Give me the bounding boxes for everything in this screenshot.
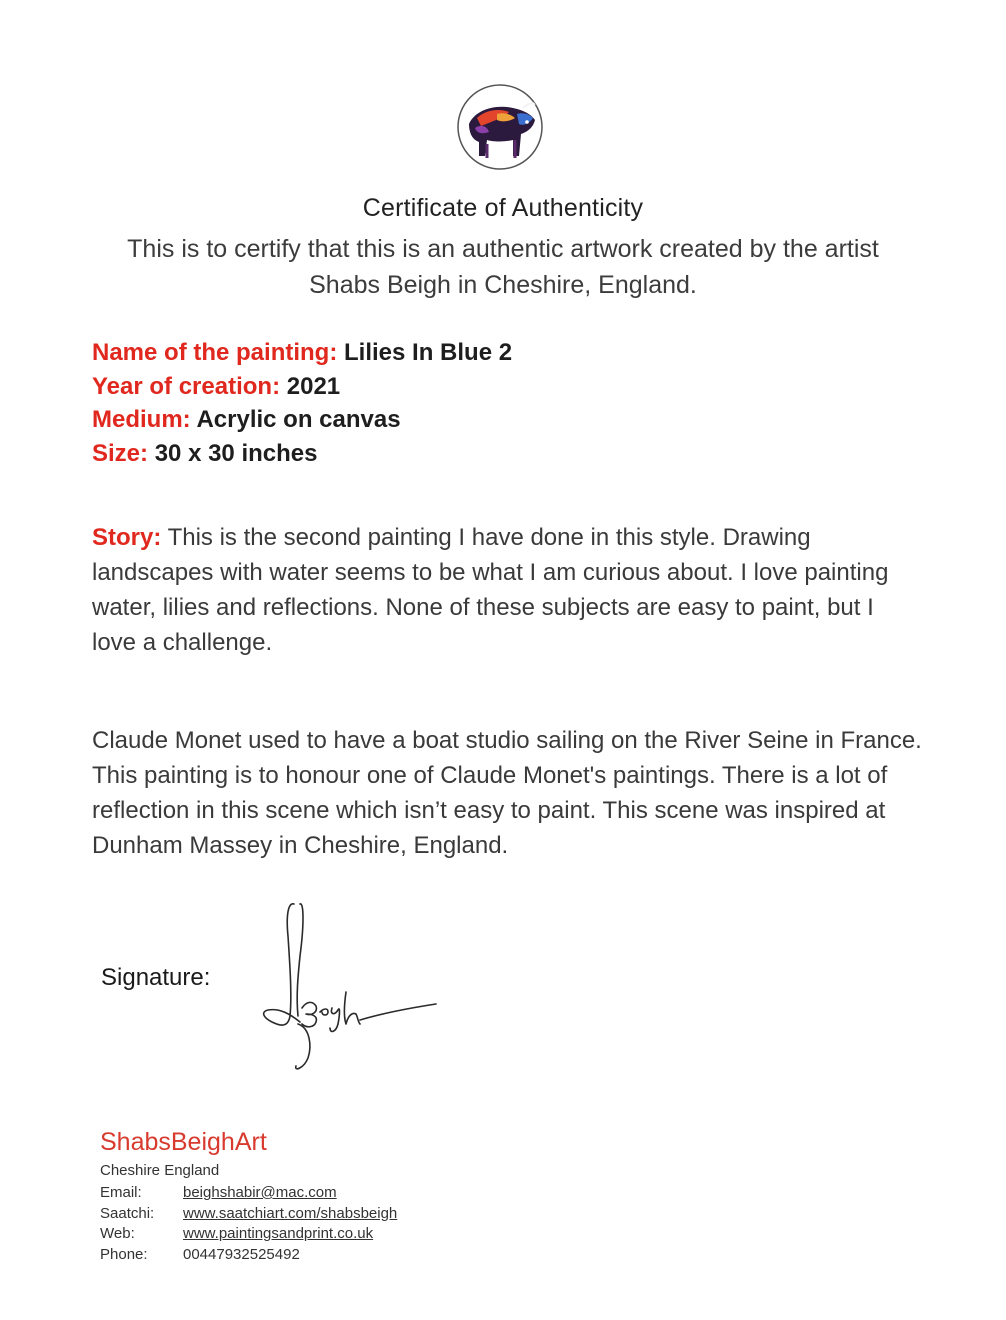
contact-web [100,1224,397,1245]
contact-key: Web: [100,1225,135,1243]
saatchi-link[interactable]: www.saatchiart.com/shabsbeigh [183,1204,398,1222]
contact-key: Phone: [100,1245,148,1263]
signature-image [250,896,440,1082]
web-link[interactable]: www.paintingsandprint.co.uk [183,1225,374,1243]
contact-phone [100,1245,397,1266]
detail-medium [92,403,512,437]
painting-details [92,336,512,470]
brand-location: Cheshire England [100,1162,220,1179]
contact-list [100,1183,397,1265]
contact-key: Saatchi: [100,1204,155,1222]
detail-label: Name of the painting [92,339,330,366]
detail-value: 2021 [286,372,341,400]
detail-label: Size [92,439,141,467]
monet-paragraph: Claude Monet used to have a boat studio sailing on the River Seine in France. This painting is to honour one of Claude Monet's paintings. There is a lot of reflection in this scene which isn’t easy to paint. This scene was inspired at Dunham Massey in Cheshire, England. [92,727,922,859]
certificate-intro [60,231,946,303]
detail-value: Acrylic on canvas [196,406,401,433]
intro-line-1: This is to certify that this is an authentic artwork created by the artist [127,235,879,263]
intro-line-2: Shabs Beigh in Cheshire, England. [309,271,697,299]
contact-email [100,1183,397,1204]
detail-label: Medium: [92,406,191,433]
contact-key: Email: [100,1184,142,1201]
detail-label: Year of creation [92,372,273,400]
certificate-title: Certificate of Authenticity [362,194,644,222]
detail-painting-name: Name of the painting: Lilies In Blue 2 [92,339,513,366]
detail-value: Lilies In Blue 2 [344,339,513,366]
story-label: Story: [92,524,162,551]
detail-year: Year of creation: 2021 [92,372,341,400]
signature-label: Signature: [101,964,211,991]
story-text: This is the second painting I have done in this style. Drawing landscapes with water seems to be what I am curious about. I love painting water, lilies and reflections. None of these subjects are easy to paint, but I love a challenge. [92,524,889,656]
bull-painting-icon [457,84,543,170]
brand-name: ShabsBeighArt [100,1128,267,1156]
detail-value: 30 x 30 inches [154,439,318,467]
email-link[interactable]: beighshabir@mac.com [183,1184,337,1201]
detail-size: Size: 30 x 30 inches [92,439,318,467]
story-paragraph [92,520,922,660]
contact-saatchi [100,1204,397,1225]
phone-number: 00447932525492 [183,1245,300,1263]
